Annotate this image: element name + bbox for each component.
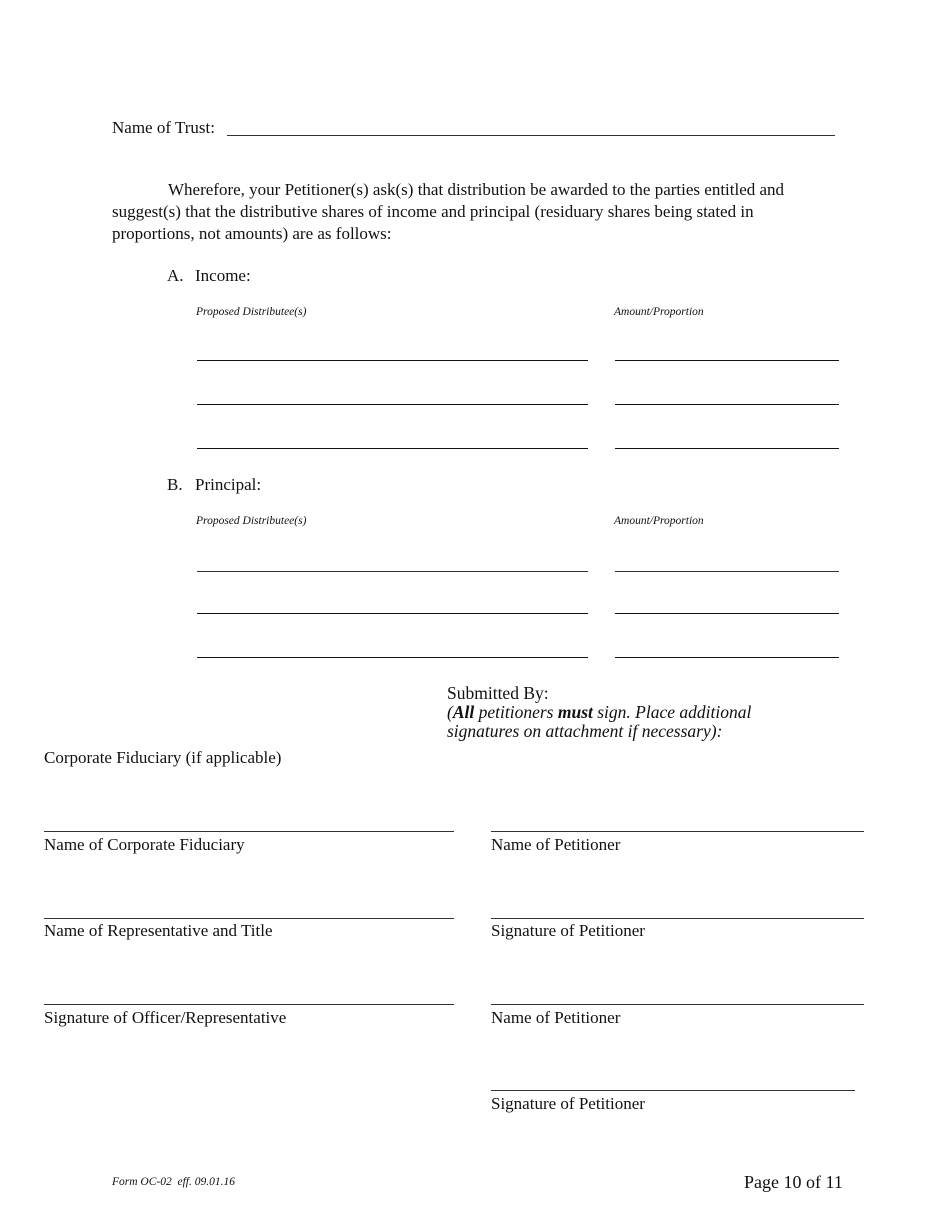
corporate-fiduciary-name-field[interactable]	[44, 831, 454, 832]
trust-name-label: Name of Trust:	[112, 118, 215, 137]
submitted-block	[447, 684, 847, 741]
petitioner-name-label: Name of Petitioner	[491, 835, 621, 854]
submitted-mid: petitioners	[474, 702, 558, 722]
income-col-distributee: Proposed Distributee(s)	[196, 306, 307, 318]
income-distributee-field[interactable]	[197, 360, 588, 361]
income-distributee-field[interactable]	[197, 448, 588, 449]
income-amount-field[interactable]	[615, 360, 839, 361]
principal-distributee-field[interactable]	[197, 657, 588, 658]
principal-col-distributee: Proposed Distributee(s)	[196, 515, 307, 527]
corporate-heading: Corporate Fiduciary (if applicable)	[44, 748, 282, 767]
principal-col-amount: Amount/Proportion	[614, 515, 704, 527]
principal-distributee-field[interactable]	[197, 571, 588, 572]
income-distributee-field[interactable]	[197, 404, 588, 405]
income-letter: A.	[167, 266, 184, 285]
petitioner-name-label: Name of Petitioner	[491, 1008, 621, 1027]
principal-amount-field[interactable]	[615, 613, 839, 614]
representative-title-field[interactable]	[44, 918, 454, 919]
submitted-rest: sign. Place additional	[592, 702, 752, 722]
form-identifier: Form OC-02 eff. 09.01.16	[112, 1176, 235, 1188]
officer-signature-label: Signature of Officer/Representative	[44, 1008, 287, 1027]
submitted-title: Submitted By:	[447, 683, 549, 703]
corporate-fiduciary-name-label: Name of Corporate Fiduciary	[44, 835, 245, 854]
petitioner-signature-field[interactable]	[491, 918, 864, 919]
income-title: Income:	[195, 266, 251, 285]
submitted-must: must	[557, 702, 593, 722]
petitioner-name-field[interactable]	[491, 831, 864, 832]
petitioner-signature-label: Signature of Petitioner	[491, 1094, 645, 1113]
petitioner-signature-label: Signature of Petitioner	[491, 921, 645, 940]
petitioner-name-field[interactable]	[491, 1004, 864, 1005]
representative-title-label: Name of Representative and Title	[44, 921, 273, 940]
intro-paragraph: Wherefore, your Petitioner(s) ask(s) that distribution be awarded to the parties entitled and suggest(s) that the distributive shares of income and principal (residuary shares being stated in proportions, not amounts) are as follows:	[112, 180, 785, 243]
principal-distributee-field[interactable]	[197, 613, 588, 614]
income-amount-field[interactable]	[615, 404, 839, 405]
principal-title: Principal:	[195, 475, 262, 494]
trust-name-field[interactable]	[227, 135, 835, 136]
principal-amount-field[interactable]	[615, 657, 839, 658]
principal-letter: B.	[167, 475, 183, 494]
page-number: Page 10 of 11	[744, 1172, 843, 1192]
submitted-all: All	[452, 702, 475, 722]
submitted-instruction	[447, 703, 847, 722]
principal-amount-field[interactable]	[615, 571, 839, 572]
income-amount-field[interactable]	[615, 448, 839, 449]
submitted-paren: (	[447, 702, 453, 722]
income-col-amount: Amount/Proportion	[614, 306, 704, 318]
petitioner-signature-field[interactable]	[491, 1090, 855, 1091]
officer-signature-field[interactable]	[44, 1004, 454, 1005]
submitted-instruction-line2: signatures on attachment if necessary):	[447, 721, 723, 741]
